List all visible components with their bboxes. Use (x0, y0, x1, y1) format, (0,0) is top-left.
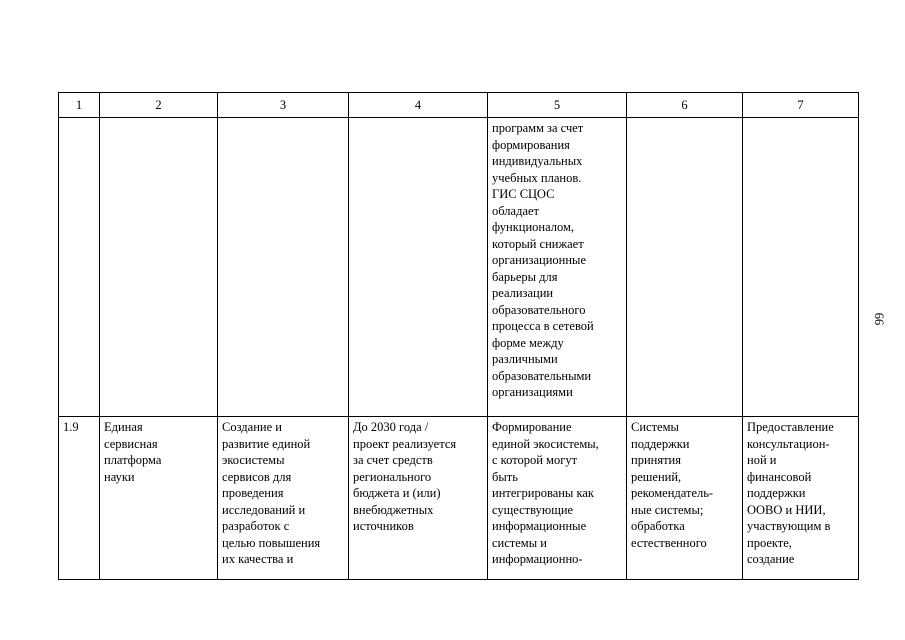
table-cell (743, 118, 859, 417)
column-number-1: 1 (59, 93, 100, 118)
timeline-funding-cell (349, 417, 488, 580)
support-measures-cell (743, 417, 859, 580)
column-number-4: 4 (349, 93, 488, 118)
row-number-cell (59, 417, 100, 580)
table-cell (100, 118, 218, 417)
column-number-6: 6 (627, 93, 743, 118)
table-cell (488, 118, 627, 417)
project-name-cell (100, 417, 218, 580)
row-number: 1.9 (63, 420, 79, 434)
table-header-row (59, 93, 859, 118)
technologies-cell (627, 417, 743, 580)
column-number-2: 2 (100, 93, 218, 118)
description-text: Формирование единой экосистемы, с которой могут быть интегрированы как существующие информационные системы и информационно- (492, 420, 599, 566)
timeline-funding-text: До 2030 года / проект реализуется за счет средств регионального бюджета и (или) внебюджетных источников (353, 420, 457, 533)
table-cell (59, 118, 100, 417)
table-cell (627, 118, 743, 417)
column-number-7: 7 (743, 93, 859, 118)
column-number-5: 5 (488, 93, 627, 118)
cell-text: программ за счет формирования индивидуальных учебных планов. ГИС СЦОС обладает функционалом, который снижает организационные барьеры для реализации образовательного процесса в сетевой форме между различными образовательными организациями (492, 121, 594, 399)
description-cell (488, 417, 627, 580)
document-table (58, 92, 859, 580)
column-number-3: 3 (218, 93, 349, 118)
goal-cell (218, 417, 349, 580)
goal-text: Создание и развитие единой экосистемы сервисов для проведения исследований и разработок с целью повышения их качества и (222, 420, 321, 566)
page-number: 66 (872, 312, 886, 326)
table-row-continuation (59, 118, 859, 417)
table-cell (218, 118, 349, 417)
table-cell (349, 118, 488, 417)
table-row-1-9 (59, 417, 859, 580)
support-measures-text: Предоставление консультацион- ной и финансовой поддержки ООВО и НИИ, участвующим в проекте, создание (747, 420, 834, 566)
technologies-text: Системы поддержки принятия решений, рекомендатель- ные системы; обработка естественного (631, 420, 714, 550)
project-name: Единая сервисная платформа науки (104, 420, 162, 484)
